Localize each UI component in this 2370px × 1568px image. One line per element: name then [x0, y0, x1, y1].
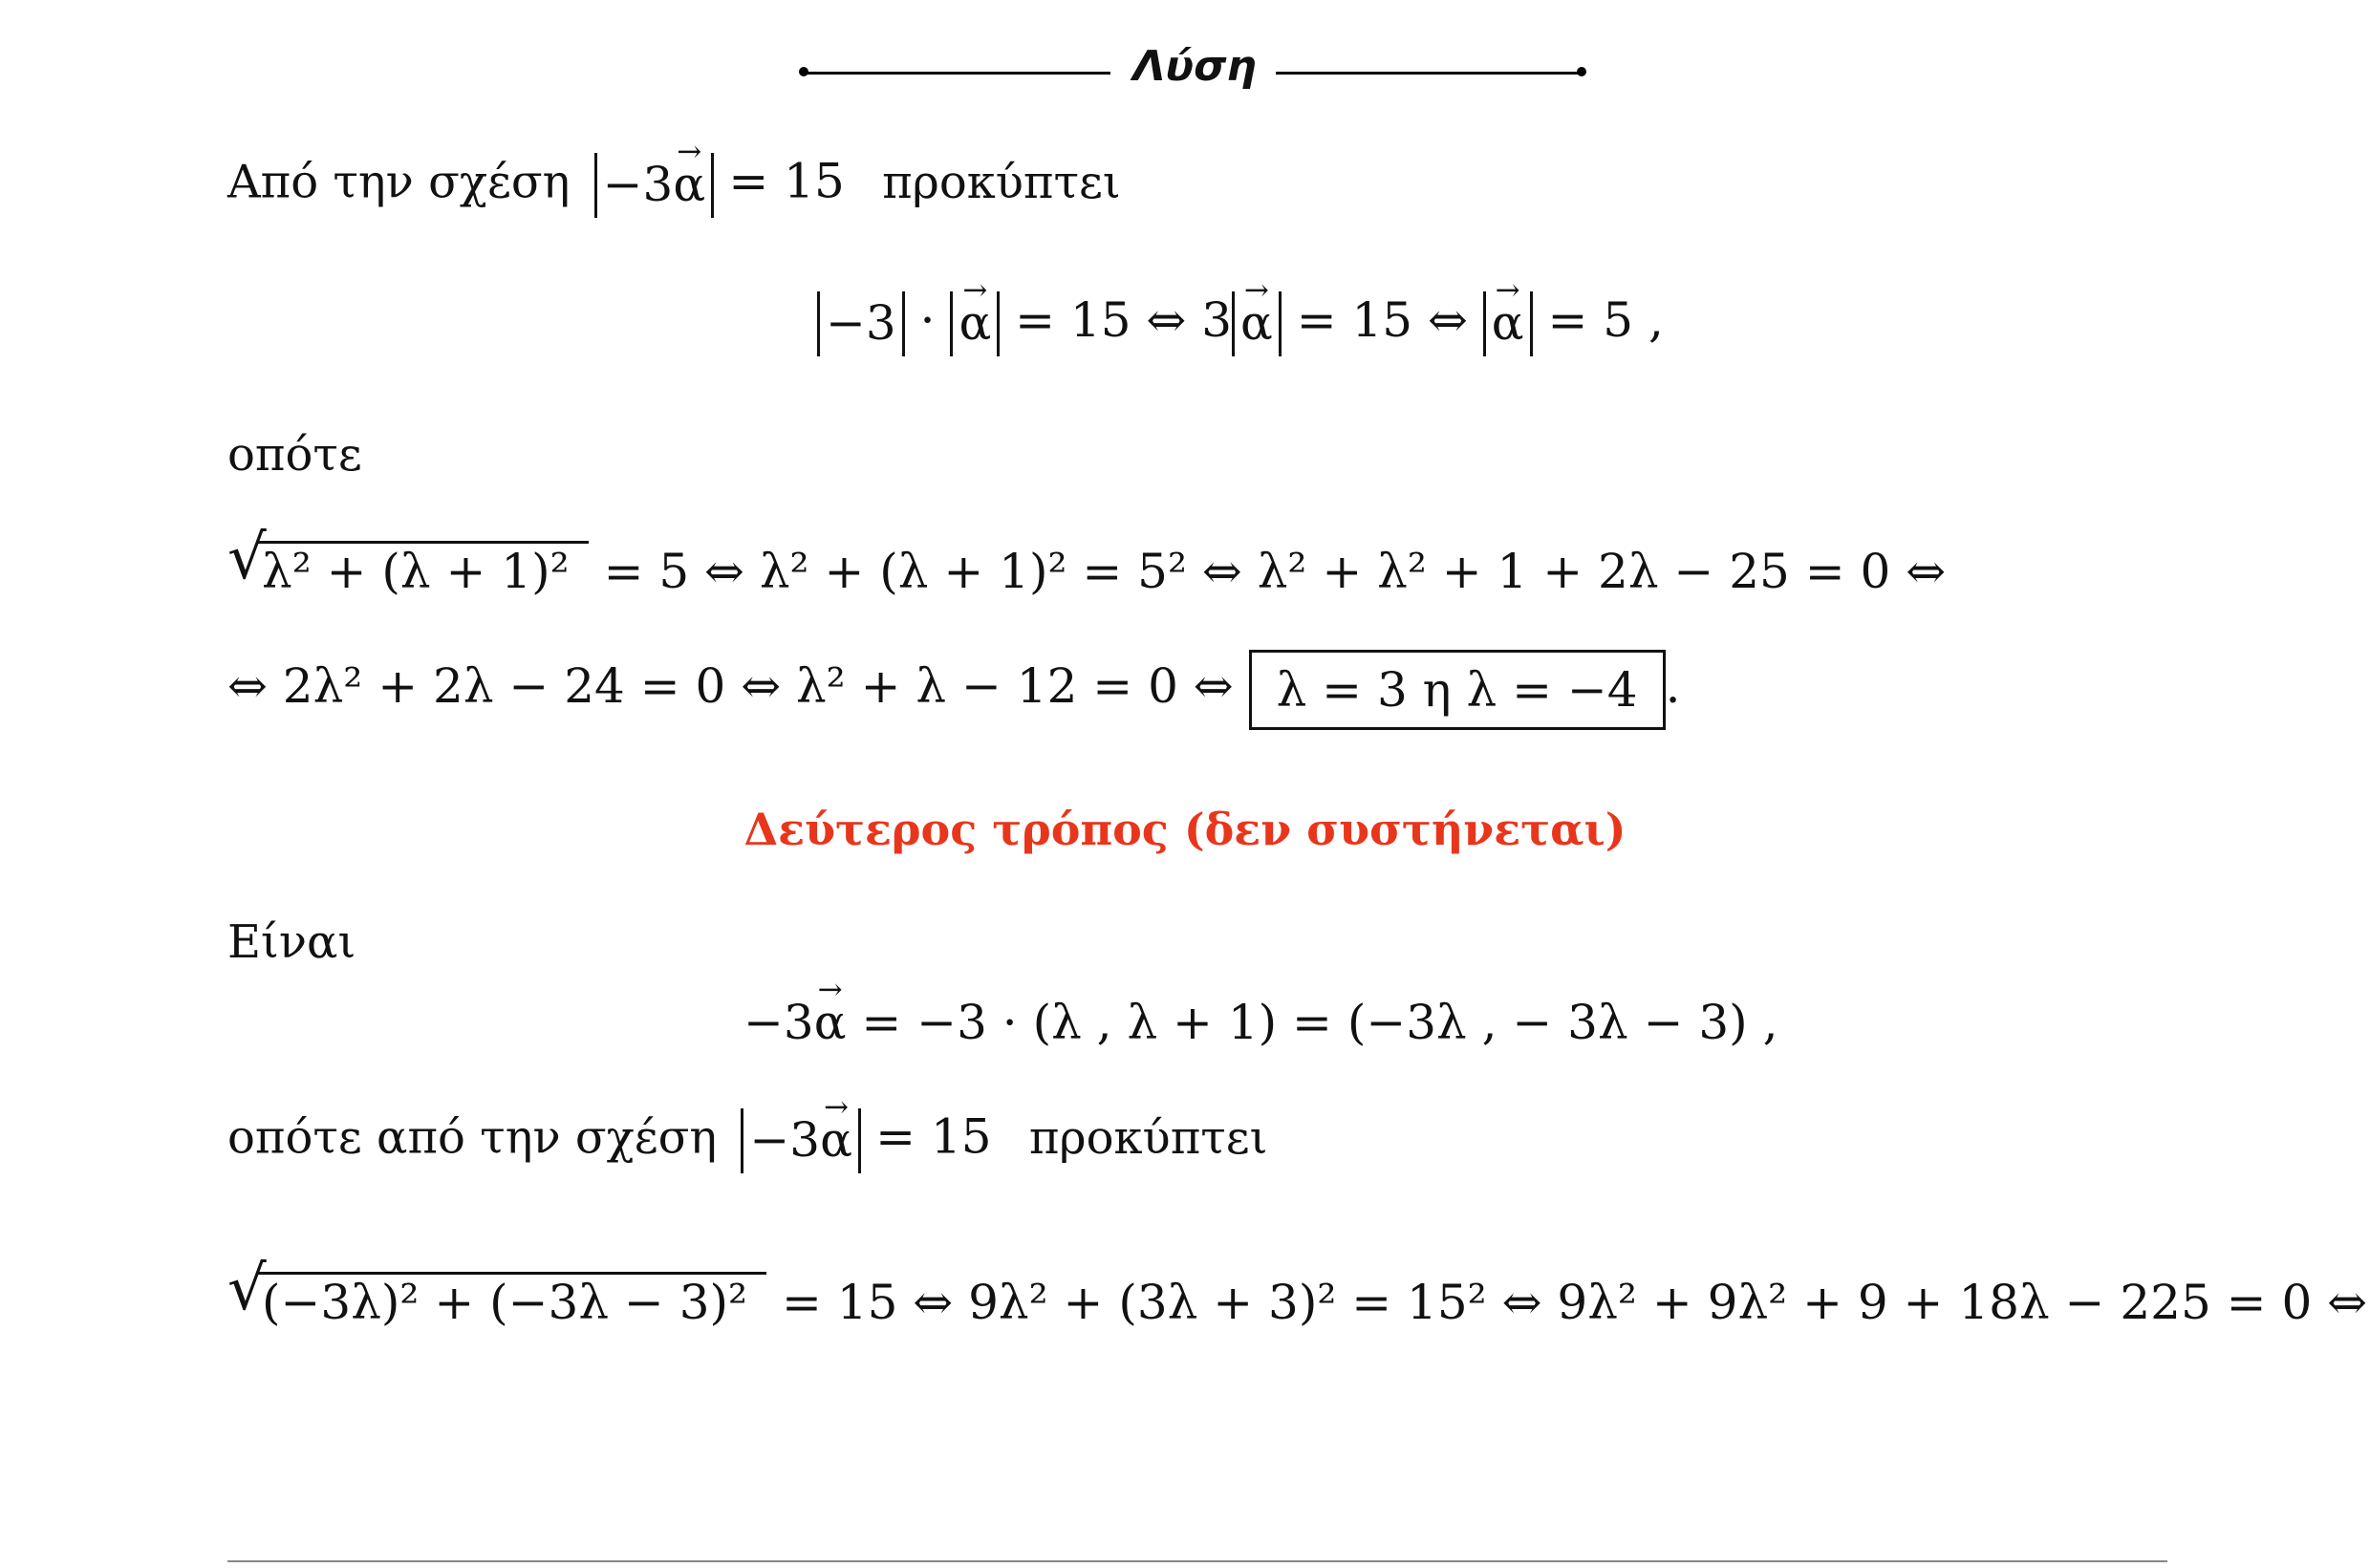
vector-alpha: → α: [814, 999, 847, 1046]
equation-1: [817, 291, 1664, 356]
paragraph-2-tail: προκύπτει: [1028, 1110, 1268, 1165]
paragraph-1: [227, 153, 1121, 218]
sqrt-expression: [227, 523, 589, 599]
eq4-rhs: = −3 · (λ , λ + 1) = (−3λ , − 3λ − 3) ,: [861, 995, 1778, 1050]
paragraph-1-tail: προκύπτει: [882, 155, 1121, 209]
abs-alpha-2: [1232, 291, 1282, 356]
sqrt-expression: [227, 1254, 766, 1330]
paragraph-1-lead: Από την σχέση: [227, 155, 571, 209]
abs-neg3-alpha: [741, 1108, 860, 1173]
eq4-coef: −3: [743, 995, 814, 1050]
eq3-lead: ⇔ 2λ² + 2λ − 24 = 0 ⇔ λ² + λ − 12 = 0 ⇔: [227, 658, 1234, 714]
eq2-rest: = 5 ⇔ λ² + (λ + 1)² = 5² ⇔ λ² + λ² + 1 + 2λ − 25 = 0 ⇔: [603, 544, 1947, 599]
equation-5: [227, 1254, 2368, 1330]
radicand: λ² + (λ + 1)²: [256, 541, 589, 595]
header-left-rule: [805, 72, 1110, 75]
boxed-answer: λ = 3 η λ = −4: [1249, 650, 1666, 730]
section-header: [0, 38, 2370, 105]
equation-2: [227, 523, 1947, 599]
paragraph-2: [227, 1108, 1267, 1173]
vector-alpha: → α: [1240, 299, 1273, 347]
radical-sign: √: [227, 523, 267, 593]
eq1-part-2: = 15 ⇔: [1296, 292, 1468, 348]
eq5-rest: = 15 ⇔ 9λ² + (3λ + 3)² = 15² ⇔ 9λ² + 9λ² + 9 + 18λ − 225 = 0 ⇔: [782, 1275, 2368, 1330]
header-right-dot: [1577, 67, 1586, 76]
vector-alpha: → α: [1492, 299, 1524, 347]
header-right-rule: [1276, 72, 1582, 75]
radical-sign: √: [227, 1254, 267, 1324]
footer-rule: [227, 1560, 2167, 1562]
vector-alpha: → α: [820, 1116, 852, 1164]
vector-alpha: → α: [673, 161, 705, 208]
coef: −3: [749, 1112, 821, 1168]
paragraph-1-eq: = 15: [728, 153, 845, 209]
paragraph-2-eq: = 15: [875, 1108, 992, 1165]
paragraph-2-lead: οπότε από την σχέση: [227, 1110, 718, 1165]
vector-alpha: → α: [959, 299, 991, 347]
abs-neg3: −3: [817, 291, 905, 356]
einai-label: Είναι: [227, 915, 356, 969]
abs-neg3-alpha: [594, 153, 714, 218]
eq1-part-3: = 5 ,: [1547, 292, 1664, 348]
section-subtitle: Δεύτερος τρόπος (δεν συστήνεται): [743, 804, 1627, 855]
eq3-end: .: [1665, 658, 1681, 714]
radicand: (−3λ)² + (−3λ − 3)²: [256, 1272, 766, 1326]
dot-operator: ·: [919, 292, 936, 348]
eq1-part-1: = 15 ⇔ 3: [1015, 292, 1233, 348]
header-title: Λύση: [1132, 42, 1257, 91]
equation-3: [227, 650, 1681, 730]
coef: −3: [602, 157, 674, 212]
abs-alpha-3: [1483, 291, 1533, 356]
abs-alpha-1: [950, 291, 1000, 356]
equation-4: [743, 995, 1778, 1050]
opote-1: οπότε: [227, 428, 362, 482]
